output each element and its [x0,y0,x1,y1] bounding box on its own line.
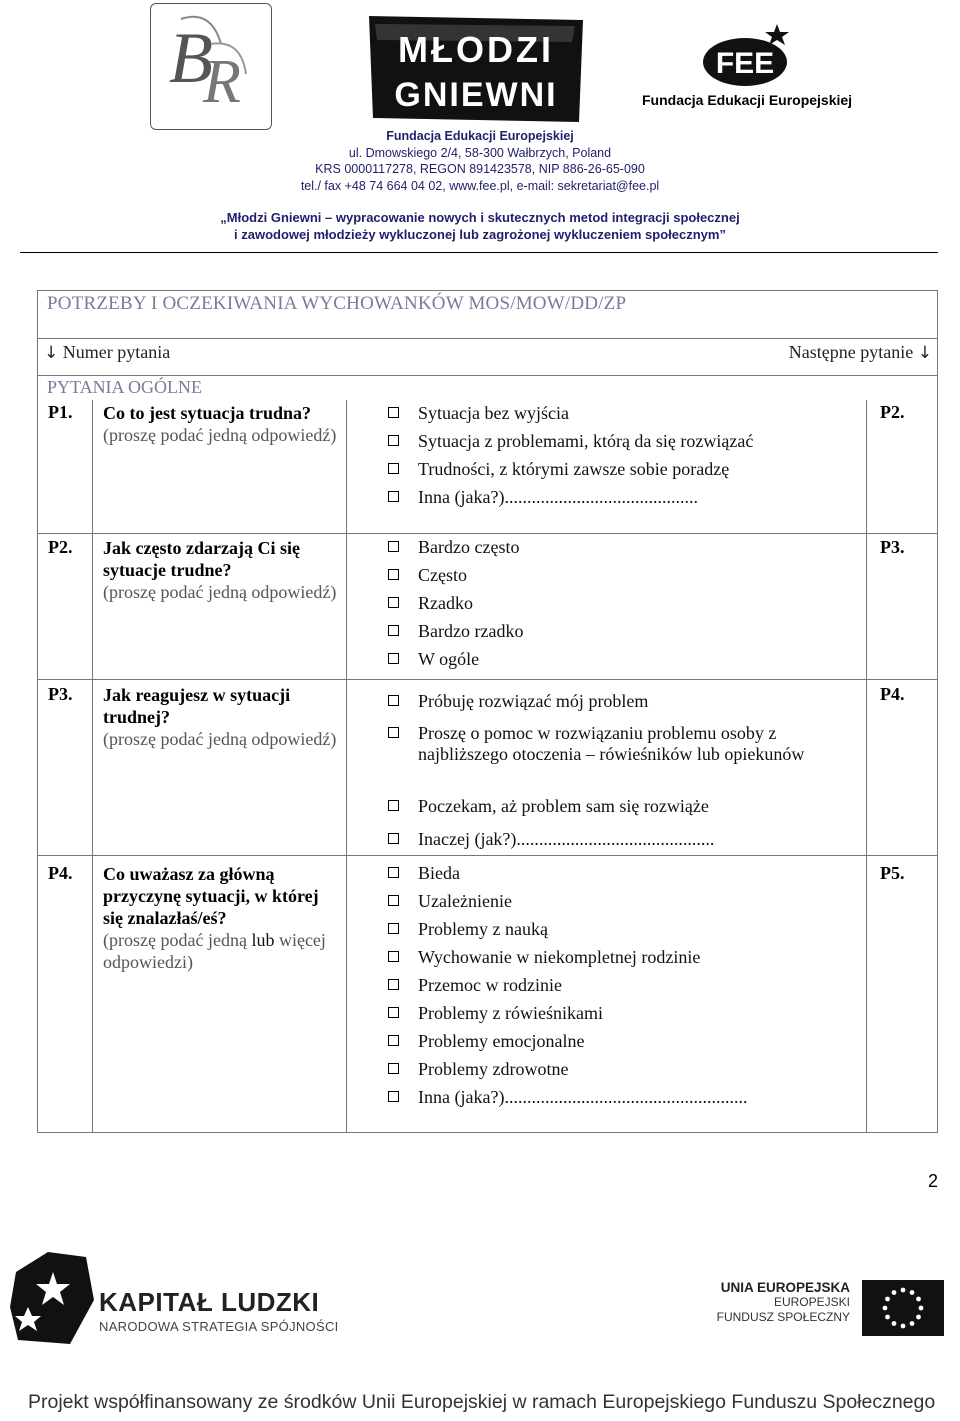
option[interactable] [388,975,848,996]
form-title: POTRZEBY I OCZEKIWANIA WYCHOWANKÓW MOS/MOW/DD/ZP [47,293,627,314]
checkbox[interactable] [388,1063,399,1074]
checkbox[interactable] [388,833,399,844]
section-heading: PYTANIA OGÓLNE [47,377,203,397]
option-label: Inna (jaka?)........................................... [418,487,698,507]
mlodzi-gniewni-logo [367,14,585,124]
option[interactable] [388,796,848,817]
option-label: Bardzo często [418,537,520,557]
hint-part-c: więcej odpowiedzi) [103,930,326,972]
option-label: Bieda [418,863,460,883]
hint-part-b: lub [251,930,275,950]
question-number-label [44,342,170,363]
option[interactable] [388,593,848,614]
page-number: 2 [928,1171,939,1191]
bgr-logo [150,3,272,130]
option-label: Często [418,565,467,585]
checkbox[interactable] [388,1007,399,1018]
column-divider [92,400,93,1133]
next-question: P3. [880,537,905,557]
option[interactable] [388,947,848,968]
option-label: Uzależnienie [418,891,512,911]
option[interactable] [388,1003,848,1024]
org-address: ul. Dmowskiego 2/4, 58-300 Wałbrzych, Poland [348,145,612,160]
option[interactable] [388,649,848,670]
logo-mg-line2: GNIEWNI [394,76,558,114]
checkbox[interactable] [388,895,399,906]
question-main: Co uważasz za główną przyczynę sytuacji, w której się znalazłaś/eś? [103,864,319,928]
hint-part-a: (proszę podać jedną [103,930,247,950]
checkbox[interactable] [388,569,399,580]
checkbox[interactable] [388,923,399,934]
option[interactable] [388,919,848,940]
question-number: P3. [48,684,73,704]
checkbox[interactable] [388,1035,399,1046]
org-registry: KRS 0000117278, REGON 891423578, NIP 886-26-65-090 [315,162,645,176]
row-divider [37,533,938,534]
row-divider [37,855,938,856]
checkbox[interactable] [388,435,399,446]
option-label: Wychowanie w niekompletnej rodzinie [418,947,701,967]
eu-flag-icon [862,1280,944,1336]
next-question: P2. [880,402,905,422]
option-label: Bardzo rzadko [418,621,524,641]
checkbox[interactable] [388,1091,399,1102]
question-text [103,684,338,750]
option-label: Poczekam, aż problem sam się rozwiąże [418,796,709,816]
option-label: Próbuję rozwiązać mój problem [418,691,649,711]
row-divider [37,679,938,680]
option[interactable] [388,863,848,884]
option-label: Problemy zdrowotne [418,1059,569,1079]
option-label: Problemy emocjonalne [418,1031,585,1051]
option-label: Sytuacja z problemami, którą da się rozwiązać [418,431,754,451]
option[interactable] [388,621,848,642]
option-label: Sytuacja bez wyjścia [418,403,569,423]
option[interactable] [388,565,848,586]
option[interactable] [388,1059,848,1080]
svg-text:R: R [203,48,241,116]
checkbox[interactable] [388,541,399,552]
option-label: Problemy z nauką [418,919,548,939]
option[interactable] [388,537,848,558]
question-hint [103,929,338,973]
question-hint: (proszę podać jedną odpowiedź) [103,425,337,445]
project-title-line1: „Młodzi Gniewni – wypracowanie nowych i skutecznych metod integracji społecznej [220,210,740,225]
question-hint: (proszę podać jedną odpowiedź) [103,729,337,749]
fee-logo-text: FEE [715,47,775,80]
arrow-down-icon: ↓ [917,343,932,363]
question-text [103,537,338,603]
checkbox[interactable] [388,597,399,608]
checkbox[interactable] [388,407,399,418]
checkbox[interactable] [388,979,399,990]
header-divider [20,252,938,253]
project-title-line2: i zawodowej młodzieży wykluczonej lub zagrożonej wykluczeniem społecznym” [234,227,726,242]
nav-right-text: Następne pytanie [788,342,914,362]
option[interactable] [388,829,848,850]
option-label: W ogóle [418,649,480,669]
option-label: Proszę o pomoc w rozwiązaniu problemu osoby z najbliższego otoczenia – rówieśników lub opiekunów [418,723,805,764]
option-label: Trudności, z którymi zawsze sobie poradzę [418,459,730,479]
organization-info [200,128,760,194]
question-text [103,402,338,446]
option[interactable] [388,403,848,424]
svg-text:B: B [169,18,213,98]
option-label: Rzadko [418,593,473,613]
question-number: P1. [48,402,73,422]
option-label: Przemoc w rodzinie [418,975,562,995]
option[interactable] [388,431,848,452]
option[interactable] [388,891,848,912]
checkbox[interactable] [388,653,399,664]
checkbox[interactable] [388,695,399,706]
kapital-ludzki-subtitle: NARODOWA STRATEGIA SPÓJNOŚCI [99,1319,339,1334]
question-text [103,863,338,973]
column-divider [866,400,867,1133]
fee-logo [640,20,870,115]
arrow-down-icon: ↓ [44,343,59,363]
project-title [140,209,820,243]
kapital-ludzki-name: KAPITAŁ LUDZKI [99,1287,320,1317]
checkbox[interactable] [388,800,399,811]
option[interactable] [388,723,848,765]
question-hint: (proszę podać jedną odpowiedź) [103,582,337,602]
eu-line3: FUNDUSZ SPOŁECZNY [716,1310,850,1324]
question-main: Co to jest sytuacja trudna? [103,403,311,423]
nav-left-text: Numer pytania [62,342,171,362]
checkbox[interactable] [388,625,399,636]
option[interactable] [388,691,848,712]
option[interactable] [388,1087,848,1108]
checkbox[interactable] [388,463,399,474]
cofinancing-note: Projekt współfinansowany ze środków Unii Europejskiej w ramach Europejskiego Funduszu Społecznego [28,1391,936,1413]
option-label: Inaczej (jak?)............................................ [418,829,715,849]
checkbox[interactable] [388,951,399,962]
logo-mg-line1: MŁODZI [398,29,554,70]
fee-logo-name: Fundacja Edukacji Europejskiej [642,92,853,108]
next-question-label [789,342,932,363]
org-contact: tel./ fax +48 74 664 04 02, www.fee.pl, e-mail: sekretariat@fee.pl [300,178,660,193]
eu-text-block [690,1280,850,1325]
checkbox[interactable] [388,867,399,878]
next-question: P5. [880,863,905,883]
checkbox[interactable] [388,491,399,502]
question-main: Jak reagujesz w sytuacji trudnej? [103,685,291,727]
question-number: P2. [48,537,73,557]
question-number: P4. [48,863,73,883]
org-name: Fundacja Edukacji Europejskiej [386,129,574,143]
option[interactable] [388,1031,848,1052]
question-main: Jak często zdarzają Ci się sytuacje trudne? [103,538,300,580]
option-label: Problemy z rówieśnikami [418,1003,603,1023]
option-label: Inna (jaka?)...................................................... [418,1087,748,1107]
eu-line1: UNIA EUROPEJSKA [720,1280,850,1295]
column-divider [346,400,347,1133]
checkbox[interactable] [388,727,399,738]
eu-line2: EUROPEJSKI [773,1295,850,1309]
option[interactable] [388,487,848,508]
next-question: P4. [880,684,905,704]
option[interactable] [388,459,848,480]
